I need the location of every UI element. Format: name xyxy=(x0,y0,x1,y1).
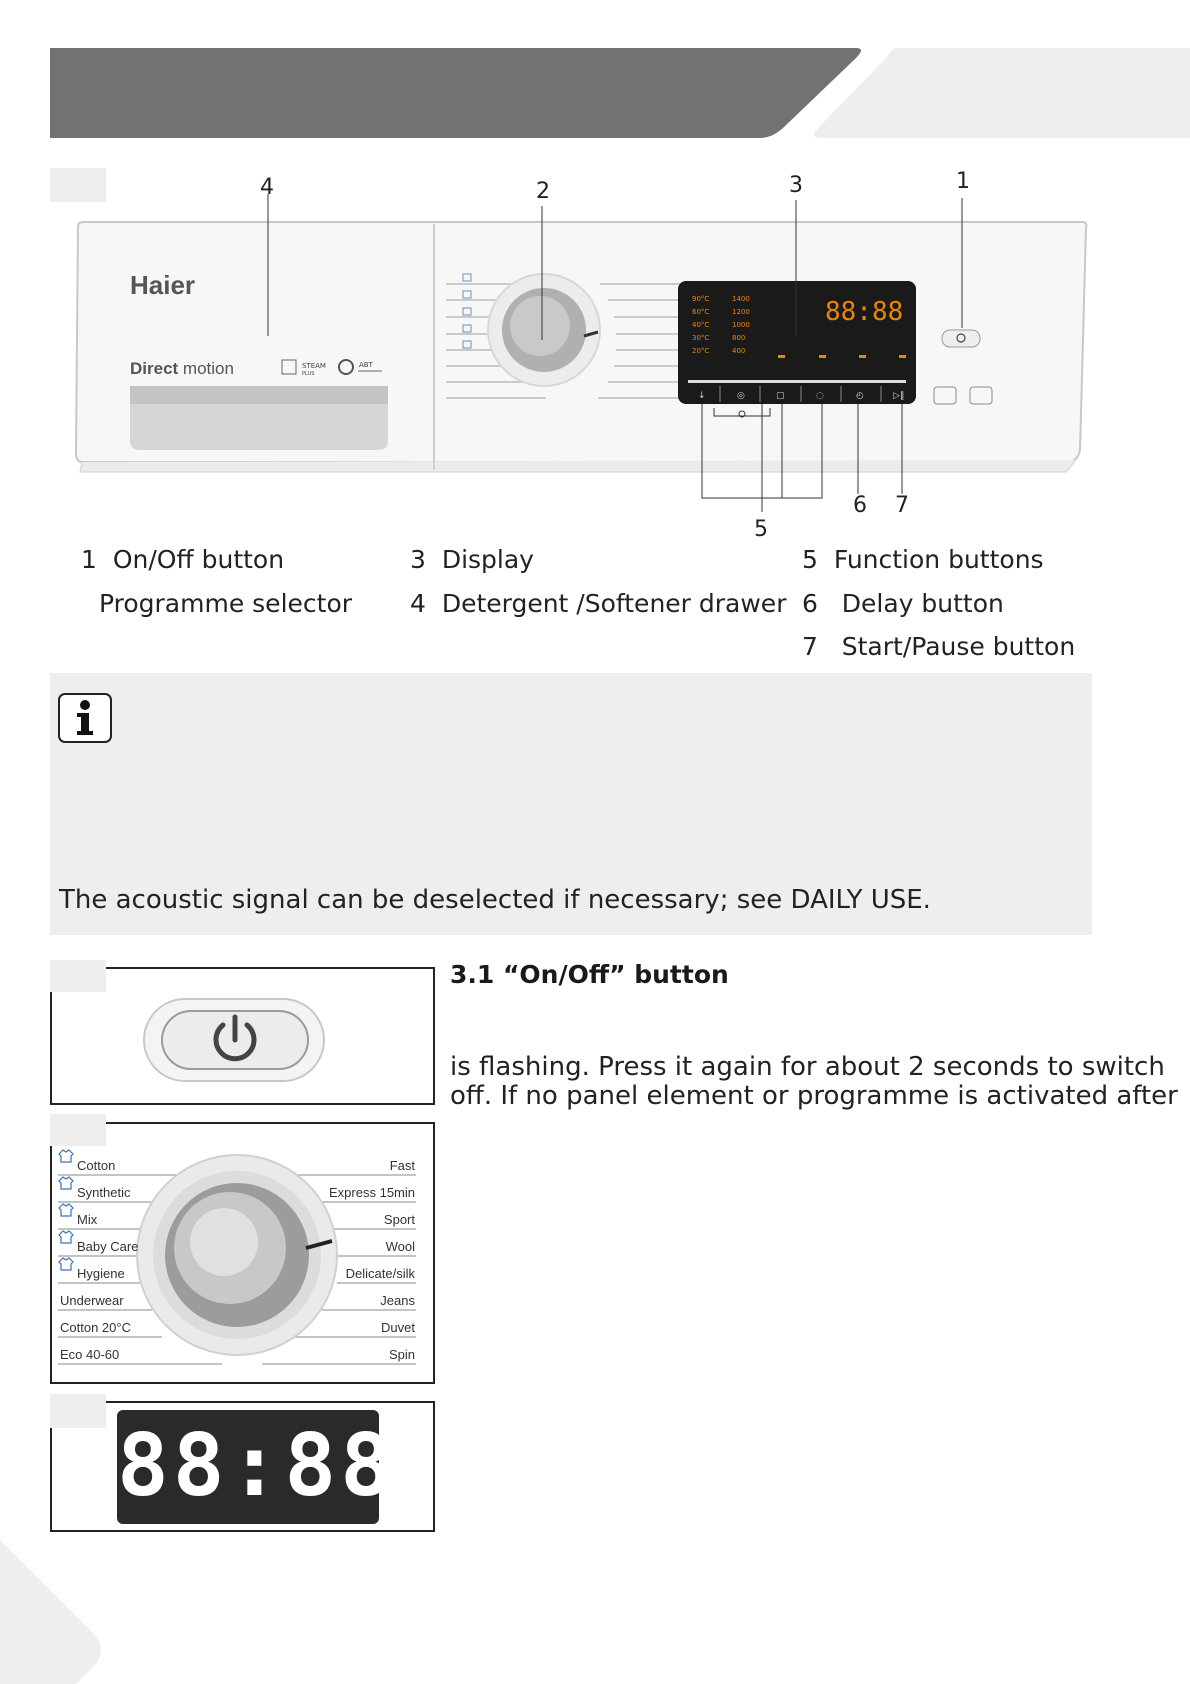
speed-label: 1200 xyxy=(732,308,750,316)
temp-label: 40°C xyxy=(692,321,710,329)
temp-label: 60°C xyxy=(692,308,710,316)
control-panel-figure xyxy=(70,160,1100,550)
program-label: Express 15min xyxy=(329,1185,415,1200)
program-label: Sport xyxy=(383,1212,415,1227)
series-label: Direct motion xyxy=(130,359,234,378)
callout-7: 7 xyxy=(895,493,909,518)
info-text: The acoustic signal can be deselected if necessary; see DAILY USE. xyxy=(59,885,931,915)
svg-text:PLUS: PLUS xyxy=(302,371,315,377)
legend-item-1: 1 On/Off button xyxy=(81,545,285,574)
panel-onoff-button[interactable] xyxy=(942,330,980,347)
callout-2: 2 xyxy=(536,179,550,204)
display-unit xyxy=(678,281,916,404)
legend-item-5: 5 Function buttons xyxy=(802,545,1044,574)
temp-label: 90°C xyxy=(692,295,710,303)
legend-item-6: 6 Delay button xyxy=(802,589,1004,618)
program-label: Delicate/silk xyxy=(345,1266,415,1281)
figure-tab xyxy=(50,960,106,992)
header-light-shape xyxy=(814,48,1190,138)
svg-text:▢: ▢ xyxy=(776,391,785,401)
speed-label: 400 xyxy=(732,347,746,355)
legend-item-3: 3 Display xyxy=(410,545,534,574)
program-label: Baby Care xyxy=(77,1239,139,1254)
program-label: Mix xyxy=(77,1212,98,1227)
program-label: Cotton 20°C xyxy=(60,1320,131,1335)
header-band xyxy=(0,0,1190,150)
svg-text:ABT: ABT xyxy=(359,361,373,369)
info-icon xyxy=(58,693,112,743)
display-readout: 88:88 xyxy=(117,1416,396,1516)
program-label: Fast xyxy=(389,1158,415,1173)
svg-text:◌: ◌ xyxy=(816,391,824,401)
figure-tab xyxy=(50,1394,106,1428)
program-label: Synthetic xyxy=(77,1185,131,1200)
callout-4: 4 xyxy=(260,175,274,200)
speed-label: 1400 xyxy=(732,295,750,303)
garment-icons xyxy=(59,1150,73,1270)
callout-1: 1 xyxy=(956,169,970,194)
callout-5: 5 xyxy=(754,517,768,542)
legend-item-7: 7 Start/Pause button xyxy=(802,632,1076,661)
brand-logo: Haier xyxy=(130,270,196,300)
svg-text:STEAM: STEAM xyxy=(302,362,326,370)
svg-text:▷‖: ▷‖ xyxy=(893,391,905,401)
program-label: Jeans xyxy=(380,1293,415,1308)
corner-decoration xyxy=(0,1540,120,1684)
svg-text:↓: ↓ xyxy=(698,391,706,401)
legend-item-4: 4 Detergent /Softener drawer xyxy=(410,589,787,618)
programme-dial[interactable] xyxy=(137,1155,337,1355)
svg-text:◴: ◴ xyxy=(856,391,864,401)
speed-label: 800 xyxy=(732,334,746,342)
callout-3: 3 xyxy=(789,173,803,198)
program-label: Hygiene xyxy=(77,1266,125,1281)
svg-text:◎: ◎ xyxy=(737,391,745,401)
header-dark-shape xyxy=(50,48,861,138)
section-heading: 3.1 “On/Off” button xyxy=(450,960,729,989)
temp-label: 30°C xyxy=(692,334,710,342)
callout-6: 6 xyxy=(853,493,867,518)
onoff-button-illustration xyxy=(140,995,330,1085)
program-label: Eco 40-60 xyxy=(60,1347,120,1362)
panel-display-readout: 88:88 xyxy=(825,297,904,327)
speed-label: 1000 xyxy=(732,321,750,329)
temp-label: 20°C xyxy=(692,347,710,355)
program-label: Wool xyxy=(385,1239,415,1254)
programme-selector-dial[interactable] xyxy=(488,274,600,386)
program-label: Cotton xyxy=(77,1158,116,1173)
program-label: Duvet xyxy=(381,1320,415,1335)
program-label: Underwear xyxy=(60,1293,124,1308)
body-line: off. If no panel element or programme is activated after xyxy=(450,1081,1178,1111)
legend-item-2: Programme selector xyxy=(99,589,353,618)
body-line: is flashing. Press it again for about 2 seconds to switch xyxy=(450,1052,1165,1082)
program-label: Spin xyxy=(388,1347,415,1362)
